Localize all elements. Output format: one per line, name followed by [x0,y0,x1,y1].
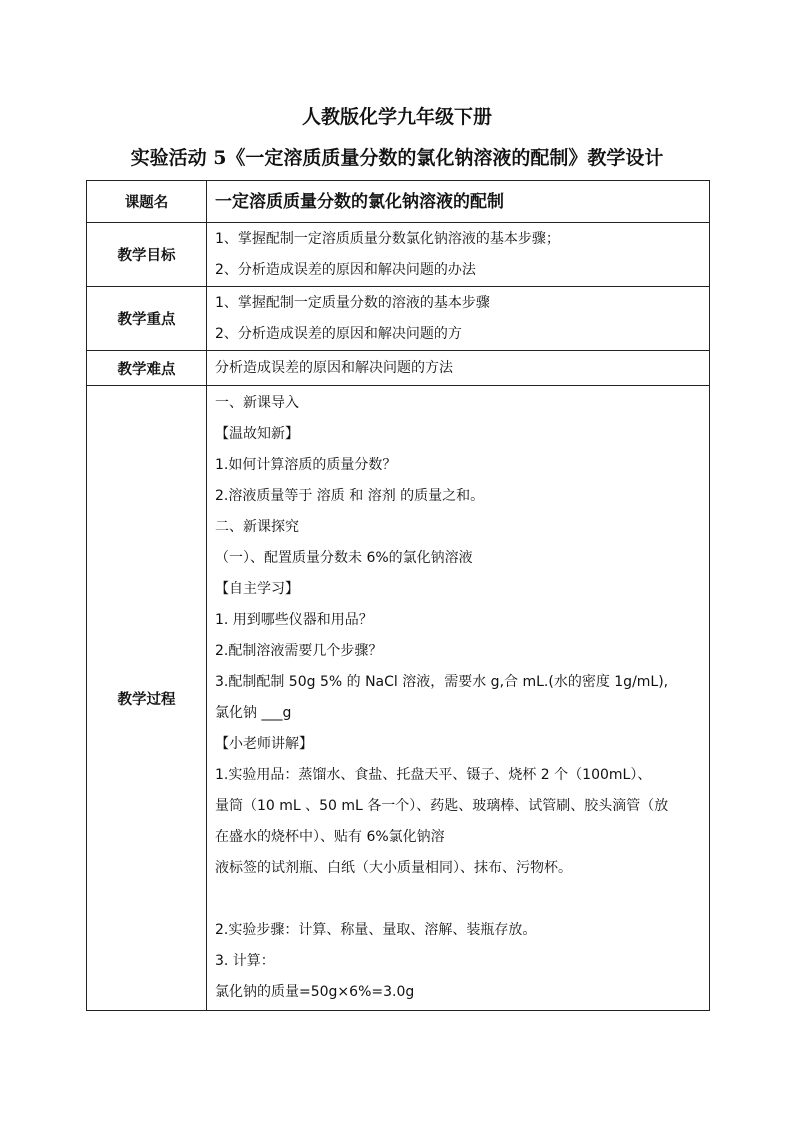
objective-line: 2、分析造成误差的原因和解决问题的办法 [215,261,476,278]
process-line: 2.溶液质量等于 溶质 和 溶剂 的质量之和。 [215,488,485,504]
process-line: 1.如何计算溶质的质量分数？ [215,457,397,473]
process-line: 1.实验用品：蒸馏水、食盐、托盘天平、镊子、烧杯 2 个（100mL）、 [215,767,652,783]
lesson-plan-table [86,180,710,1011]
document-title: 人教版化学九年级下册 [301,106,492,128]
process-line: （一）、配置质量分数未 6%的氯化钠溶液 [215,550,473,566]
process-line: 2.配制溶液需要几个步骤？ [215,643,383,659]
topic-value: 一定溶质质量分数的氯化钠溶液的配制 [215,191,504,212]
key-point-line: 2、分析造成误差的原因和解决问题的方 [215,325,462,342]
row-topic [87,181,710,223]
process-line: 二、新课探究 [215,519,299,535]
objectives-label: 教学目标 [87,223,207,287]
topic-label: 课题名 [87,181,207,223]
process-line: 【小老师讲解】 [215,736,313,752]
key-point-line: 1、掌握配制一定质量分数的溶液的基本步骤 [215,294,490,311]
objective-line: 1、掌握配制一定溶质质量分数氯化钠溶液的基本步骤； [215,230,560,247]
process-line: 在盛水的烧杯中）、贴有 6%氯化钠溶 [215,829,445,845]
process-line: 氯化钠的质量=50g×6%=3.0g [215,984,415,1000]
document-subtitle: 实验活动 5《一定溶质质量分数的氯化钠溶液的配制》教学设计 [130,147,664,169]
process-line: 2.实验步骤：计算、称量、量取、溶解、装瓶存放。 [215,922,537,938]
difficulty-line: 分析造成误差的原因和解决问题的方法 [215,359,453,376]
process-label: 教学过程 [87,386,207,1011]
process-line: 3.配制配制 50g 5% 的 NaCl 溶液，需要水 g,合 mL.(水的密度 1g/mL), [215,674,669,690]
row-objectives [87,223,710,287]
process-line: 3. 计算： [215,953,275,969]
process-line: 一、新课导入 [215,395,299,411]
process-line: 量筒（10 mL 、50 mL 各一个）、药匙、玻璃棒、试管刷、胶头滴管（放 [215,798,669,814]
process-line: 液标签的试剂瓶、白纸（大小质量相同）、抹布、污物杯。 [215,860,572,876]
difficulties-label: 教学难点 [87,351,207,386]
process-content [207,386,710,1011]
process-line: 【自主学习】 [215,581,299,597]
process-line: 氯化钠 ___g [215,705,292,721]
process-line [215,884,703,915]
row-key-points [87,287,710,351]
process-line: 1. 用到哪些仪器和用品？ [215,612,373,628]
row-process [87,386,710,1011]
row-difficulties [87,351,710,386]
key-points-label: 教学重点 [87,287,207,351]
process-line: 【温故知新】 [215,426,299,442]
